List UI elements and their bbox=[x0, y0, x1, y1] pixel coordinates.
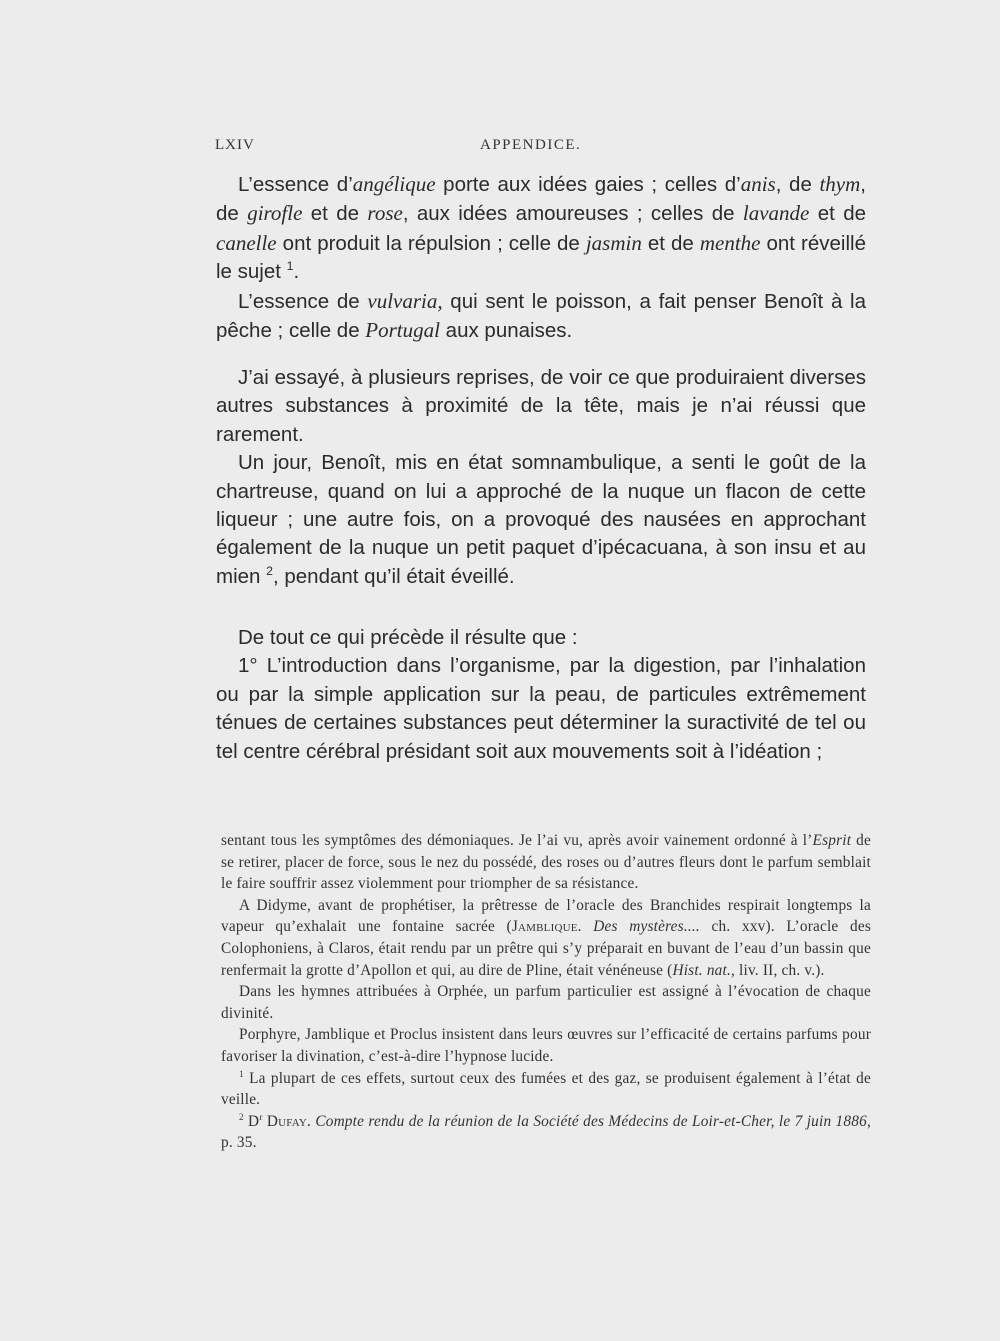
footnotes bbox=[221, 830, 871, 1154]
abbrev-superscript: r bbox=[259, 1111, 263, 1122]
text-run: sentant tous les symptômes des démoniaques. Je l’ai vu, après avoir vainement ordonné à l’ bbox=[221, 832, 813, 849]
footnote-2 bbox=[221, 1111, 871, 1154]
text-run: . bbox=[307, 1112, 316, 1130]
text-run: ont réveillé le sujet bbox=[216, 231, 866, 284]
italic-term: girofle bbox=[247, 201, 303, 226]
italic-term: thym bbox=[819, 172, 861, 196]
paragraph-essences-1 bbox=[216, 170, 866, 287]
italic-term: angélique bbox=[352, 172, 436, 196]
text-run: porte aux idées gaies ; celles d’ bbox=[435, 173, 741, 196]
page-number: LXIV bbox=[215, 137, 255, 153]
text-run: L’essence de bbox=[238, 289, 368, 313]
text-run: ont produit la répulsion ; celle de bbox=[276, 231, 586, 255]
text-run: Un jour, Benoît, mis en état somnambulique, a senti le goût de la chartreuse, quand on lui a approché de la nuque un flacon de cette liqueur ; une autre fois, on a provoqué des nausées en approchant également de la nuque un petit paquet d’ipécacuana, à son insu et au mien bbox=[216, 451, 866, 588]
note-continuation bbox=[221, 830, 871, 895]
book-title: Des mystères.... bbox=[593, 918, 700, 936]
author-name: Jamblique bbox=[511, 918, 578, 936]
italic-term: lavande bbox=[742, 201, 810, 226]
book-title: Hist. nat. bbox=[672, 961, 731, 979]
text-run: de se retirer, placer de force, sous le nez du possédé, des roses ou d’autres fleurs dont le parfum semblait le faire souffrir assez violemment pour triompher de sa résistance. bbox=[221, 832, 871, 893]
text-run: ch. xxv). L’oracle des Colophoniens, à Claros, était rendu par un prêtre qui s’y préparait en buvant de l’eau d’un bassin que renfermait la grotte d’Apollon et qui, au dire de Pline, était vénéneuse ( bbox=[221, 918, 871, 979]
text-run: , aux idées amoureuses ; celles de bbox=[402, 202, 743, 226]
paragraph-conclusion-1: 1° L’introduction dans l’organisme, par la digestion, par l’inhalation ou par la simple application sur la peau, de particules extrêmement ténues de certaines substances peut déterminer la suractivité de tel ou tel centre cérébral présidant soit aux mouvements soit à l’idéation ; bbox=[216, 654, 866, 763]
main-text-block-2 bbox=[216, 364, 866, 591]
text-run: et de bbox=[809, 202, 867, 226]
italic-term: canelle bbox=[216, 230, 277, 255]
italic-term: jasmin bbox=[585, 230, 642, 255]
text-run: A Didyme, avant de prophétiser, la prêtresse de l’oracle des Branchides respirait longtemps la vapeur qu’exhalait une fontaine sacrée ( bbox=[221, 896, 871, 936]
main-text-block-3 bbox=[216, 624, 866, 766]
main-text-block-1 bbox=[216, 170, 866, 345]
text-run: L’essence d’ bbox=[238, 173, 353, 196]
text-run: , p. 35. bbox=[221, 1112, 871, 1152]
footnote-ref-2: 2 bbox=[266, 564, 273, 579]
text-run: , de bbox=[216, 173, 866, 226]
text-run: , pendant qu’il était éveillé. bbox=[272, 564, 515, 588]
italic-term: menthe bbox=[699, 230, 761, 255]
italic-term: vulvaria, bbox=[367, 288, 443, 313]
running-title: APPENDICE. bbox=[480, 137, 582, 153]
text-run: aux punaises. bbox=[439, 319, 573, 343]
italic-term: anis bbox=[740, 172, 776, 196]
text-run: , liv. II, ch. v.). bbox=[731, 961, 825, 979]
text-run: La plupart de ces effets, surtout ceux des fumées et des gaz, se produisent également à l’état de veille. bbox=[221, 1069, 871, 1109]
note-porphyre: Porphyre, Jamblique et Proclus insistent dans leurs œuvres sur l’efficacité de certains parfums pour favoriser la divination, c’est-à-dire l’hypnose lucide. bbox=[221, 1026, 871, 1065]
text-run: . bbox=[293, 260, 300, 284]
footnote-1 bbox=[221, 1068, 871, 1111]
paragraph-experiments: J’ai essayé, à plusieurs reprises, de voir ce que produiraient diverses autres substances à proximité de la tête, mais je n’ai réussi que rarement. bbox=[216, 366, 866, 446]
footnote-ref-1: 1 bbox=[286, 259, 294, 274]
author-name: Dufay bbox=[262, 1112, 308, 1130]
text-run: qui sent le poisson, a fait penser Benoît à la pêche ; celle de bbox=[216, 289, 866, 343]
page-header bbox=[215, 137, 865, 159]
note-didyme bbox=[221, 895, 871, 981]
text-run: , de bbox=[775, 173, 820, 196]
text-run: . bbox=[577, 918, 594, 936]
paragraph-benoit bbox=[216, 449, 866, 591]
footnote-mark: 1 bbox=[239, 1068, 244, 1079]
paragraph-conclusion-intro: De tout ce qui précède il résulte que : bbox=[238, 626, 578, 649]
text-run: D bbox=[243, 1112, 260, 1130]
paragraph-essences-2 bbox=[216, 287, 866, 346]
text-run: et de bbox=[641, 231, 700, 255]
book-title: Compte rendu de la réunion de la Société des Médecins de Loir-et-Cher, le 7 juin 1886 bbox=[315, 1112, 867, 1130]
italic-term: Esprit bbox=[812, 832, 852, 849]
note-orphee: Dans les hymnes attribuées à Orphée, un parfum particulier est assigné à l’évocation de chaque divinité. bbox=[221, 983, 871, 1022]
text-run: et de bbox=[302, 202, 368, 226]
footnote-mark: 2 bbox=[239, 1111, 244, 1122]
italic-term: rose bbox=[367, 201, 403, 226]
italic-term: Portugal bbox=[365, 318, 440, 343]
